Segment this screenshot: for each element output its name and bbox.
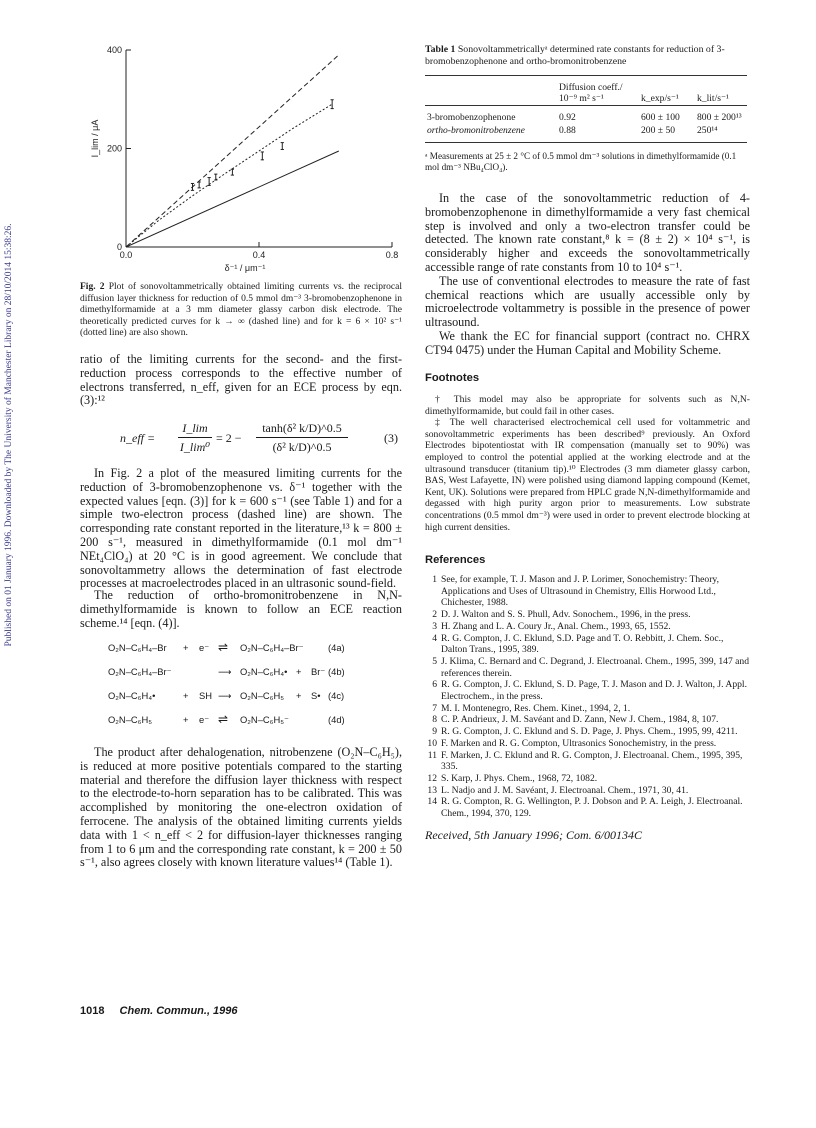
- reference-item: [425, 738, 750, 750]
- footnote: † This model may also be appropriate for solvents such as N,N-dimethylformamide, but could fail in other cases.: [425, 394, 750, 417]
- equilibrium-arrow: ⇌: [218, 712, 229, 726]
- table-footnote: ᵃ Measurements at 25 ± 2 °C of 0.5 mmol dm⁻³ solutions in dimethylformamide (0.1 mol dm⁻³ NBu₄ClO₄).: [425, 151, 737, 173]
- reference-number: 14: [427, 796, 437, 808]
- product: O₂N–C₆H₅: [240, 690, 285, 701]
- figure-2-caption: [80, 282, 402, 340]
- table-title-text: Sonovoltammetricallyᵃ determined rate constants for reduction of 3-bromobenzophenone and ortho-bromonitrobenzene: [425, 44, 725, 67]
- paragraph: The product after dehalogenation, nitrobenzene (O₂N–C₆H₅), is reduced at more positive potentials compared to the starting material and therefore the diffusion layer thickness with respect to the electrode-to-horn separation has to be calibrated. This was accomplished by monitoring the one-electron oxidation of ferrocene. The analysis of the obtained limiting currents yields data with 1 < n_eff < 2 for diffusion-layer thicknesses ranging from 1 to 6 μm and the corresponding rate constant, k = 200 ± 50 s⁻¹, also agrees closely with known literature values¹⁴ (Table 1).: [80, 745, 402, 870]
- table-grid: [425, 75, 747, 143]
- table-row: [425, 106, 747, 125]
- x-axis-label: δ⁻¹ / μm⁻¹: [224, 263, 266, 273]
- reference-text: F. Marken and R. G. Compton, Ultrasonics Sonochemistry, in the press.: [441, 737, 717, 749]
- plus: +: [296, 690, 302, 701]
- figure-2-plot: [88, 42, 408, 278]
- y-tick-label: 200: [106, 143, 122, 154]
- eq-number: (3): [384, 431, 398, 445]
- eq-frac2-den: (δ² k/D)^0.5: [272, 440, 332, 454]
- table-cell: 600 ± 100: [641, 112, 680, 124]
- series-line-dashed: [126, 55, 339, 247]
- reagent: SH: [199, 690, 213, 701]
- table-cell: ortho-bromonitrobenzene: [427, 125, 525, 137]
- eq-mid: = 2 −: [216, 431, 242, 445]
- eq-label: (4a): [328, 642, 345, 653]
- x-tick-label: 0.8: [385, 250, 399, 260]
- paragraph: In Fig. 2 a plot of the measured limiting currents for the reduction of 3-bromobenzophenone vs. δ⁻¹ together with the expected values [eqn. (3)] for k = 600 s⁻¹ (see Table 1) and for a simple two-electron process (dashed line) are shown. The corresponding rate constant reported in the literature,¹³ k = 800 ± 200 s⁻¹, measured in dimethylformamide (0.1 mol dm⁻¹ NEt₄ClO₄) at 20 °C is in good agreement. We conclude that sonovoltammetry allows the determination of fast electrode processes at macroelectrodes placed in an ultrasonic sound-field.: [80, 466, 402, 591]
- eq-label: (4b): [328, 666, 345, 677]
- reference-text: S. Karp, J. Phys. Chem., 1968, 72, 1082.: [441, 772, 598, 784]
- download-watermark: [2, 200, 16, 670]
- table-header: [425, 76, 557, 106]
- paragraph: In the case of the sonovoltammetric reduction of 4-bromobenzophenone in dimethylformamide a very fast chemical step is involved and only a two-electron transfer could be detected. The known rate constant,⁸ k = (8 ± 2) × 10⁴ s⁻¹, is considerably higher and exceeds the sonovoltammetrically accessible range of rate constants from 10 to 10⁴ s⁻¹.: [425, 191, 750, 274]
- table-header: k_lit/s⁻¹: [697, 93, 729, 105]
- figure-caption-label: Fig. 2: [80, 282, 105, 292]
- reaction-arrow: ⟶: [218, 666, 232, 677]
- reference-text: L. Nadjo and J. M. Savéant, J. Electroanal. Chem., 1971, 30, 41.: [441, 784, 689, 796]
- reference-item: [425, 574, 750, 609]
- reactant: O₂N–C₆H₄–Br⁻: [108, 666, 172, 677]
- reference-text: R. G. Compton, J. C. Eklund, S.D. Page and T. O. Rebbitt, J. Chem. Soc., Dalton Trans., 1995, 389.: [441, 632, 724, 656]
- table-cell: 0.92: [559, 112, 576, 124]
- table-cell: 800 ± 200¹³: [697, 112, 742, 124]
- footnote: ‡ The well characterised electrochemical cell used for voltammetric and sonovoltammetric experiments has been described⁹ previously. An Oxford Electrodes bipotentiostat with IR compensation (manually set to 90%) was employed to control the potential applied at the working electrode and at the ultrasound transducer (titanium tip).¹⁰ Electrodes (3 mm diameter glassy carbon, BAS, West Lafayette, IN) were polished using diamond lapping compound (Kemet, Kent, UK). Solutions were prepared from HPLC grade N,N-dimethylformamide and degassed with high purity argon prior to measurements. Low substrate concentrations (0.5 mmol dm⁻³) were used in order to prevent electrode blocking at high current densities.: [425, 417, 750, 533]
- reference-number: 7: [432, 702, 437, 714]
- reference-item: [425, 785, 750, 797]
- reference-text: D. J. Walton and S. S. Phull, Adv. Sonochem., 1996, in the press.: [441, 609, 691, 621]
- plus: +: [296, 666, 302, 677]
- reference-number: 1: [432, 574, 437, 585]
- table-row: [425, 124, 747, 143]
- reference-item: [425, 796, 750, 819]
- table-1: [425, 44, 750, 174]
- reference-number: 5: [432, 655, 437, 667]
- reference-item: [425, 750, 750, 773]
- x-tick-label: 0.4: [252, 250, 266, 260]
- reference-number: 3: [432, 620, 437, 632]
- product: O₂N–C₆H₄–Br⁻: [240, 642, 304, 653]
- reactant: O₂N–C₆H₅: [108, 714, 153, 725]
- left-para-1: [80, 353, 402, 408]
- reference-item: [425, 633, 750, 656]
- eq-frac2-num: tanh(δ² k/D)^0.5: [262, 421, 342, 435]
- reactant: O₂N–C₆H₄–Br: [108, 642, 167, 653]
- page-footer: [80, 1005, 238, 1017]
- paragraph: The use of conventional electrodes to measure the rate of fast chemical reactions which are usually accessible only by microelectrode voltammetry is possible in the presence of power ultrasound.: [425, 273, 750, 330]
- reference-text: See, for example, T. J. Mason and J. P. Lorimer, Sonochemistry: Theory, Applications and Uses of Ultrasound in Chemistry, Ellis Horwood Ltd., Chichester, 1988.: [441, 574, 719, 609]
- y-axis-label: I_lim / μA: [90, 119, 100, 158]
- table-cell: 200 ± 50: [641, 125, 676, 137]
- journal-name: Chem. Commun., 1996: [119, 1005, 238, 1017]
- byproduct: S•: [311, 690, 321, 701]
- eq-label: (4d): [328, 714, 345, 725]
- reference-item: [425, 609, 750, 621]
- scheme-row-4c: [108, 690, 378, 704]
- scheme-row-4a: [108, 642, 378, 656]
- reference-text: R. G. Compton, J. C. Eklund and S. D. Page, J. Phys. Chem., 1995, 99, 4211.: [441, 726, 738, 738]
- reference-text: J. Klima, C. Bernard and C. Degrand, J. Electroanal. Chem., 1995, 399, 147 and references therein.: [441, 655, 750, 679]
- product: O₂N–C₆H₄•: [240, 666, 288, 677]
- equilibrium-arrow: ⇌: [218, 640, 229, 654]
- reference-text: C. P. Andrieux, J. M. Savéant and D. Zann, New J. Chem., 1984, 8, 107.: [441, 714, 719, 726]
- x-tick-label: 0.0: [119, 250, 133, 260]
- reference-number: 10: [427, 737, 437, 749]
- reagent: e⁻: [199, 642, 210, 653]
- page-number: 1018: [80, 1005, 105, 1017]
- reference-text: R. G. Compton, J. C. Eklund, S. D. Page, T. J. Mason and D. J. Walton, J. Appl. Electrochem., in the press.: [441, 679, 747, 703]
- reference-list: [425, 574, 750, 820]
- series-line-dotted: [126, 104, 332, 247]
- footnotes-body: [425, 394, 750, 533]
- plus: +: [183, 714, 189, 725]
- reference-item: [425, 703, 750, 715]
- table-header: Diffusion coeff./ 10⁻⁹ m² s⁻¹: [559, 82, 623, 105]
- reference-number: 12: [427, 772, 437, 784]
- reference-text: R. G. Compton, R. G. Wellington, P. J. Dobson and P. A. Leigh, J. Electroanal. Chem., 1994, 370, 129.: [441, 796, 743, 820]
- left-para-3: [80, 589, 402, 630]
- product: O₂N–C₆H₅⁻: [240, 714, 289, 725]
- scheme-row-4b: [108, 666, 378, 680]
- eq-frac1-num: I_lim: [182, 421, 208, 435]
- eq-label: (4c): [328, 690, 345, 701]
- reaction-arrow: ⟶: [218, 690, 232, 701]
- byproduct: Br⁻: [311, 666, 326, 677]
- reference-item: [425, 656, 750, 679]
- left-para-2: [80, 467, 402, 591]
- reagent: e⁻: [199, 714, 210, 725]
- y-tick-label: 0: [116, 242, 122, 252]
- table-title: [425, 44, 750, 67]
- footnotes-heading: Footnotes: [425, 372, 480, 384]
- reference-item: [425, 726, 750, 738]
- series-line-solid: [126, 151, 339, 247]
- reference-item: [425, 679, 750, 702]
- reference-text: F. Marken, J. C. Eklund and R. G. Compton, J. Electroanal. Chem., 1995, 395, 335.: [441, 749, 743, 773]
- reference-number: 11: [427, 749, 437, 761]
- paragraph: ratio of the limiting currents for the second- and the first-reduction process corresponds to the effective number of electrons transferred, n_eff, given for an ECE process by eqn. (3):¹²: [80, 352, 402, 408]
- eq-frac1-bar: [178, 437, 212, 438]
- reference-item: [425, 714, 750, 726]
- reference-item: [425, 621, 750, 633]
- plus: +: [183, 642, 189, 653]
- table-cell: 3-bromobenzophenone: [427, 112, 516, 124]
- table-cell: 250¹⁴: [697, 125, 718, 137]
- reactant: O₂N–C₆H₄•: [108, 690, 156, 701]
- reference-text: H. Zhang and L. A. Coury Jr., Anal. Chem., 1993, 65, 1552.: [441, 620, 671, 632]
- reference-number: 9: [432, 726, 437, 738]
- references-heading: References: [425, 554, 486, 566]
- reference-number: 6: [432, 679, 437, 691]
- table-header: k_exp/s⁻¹: [641, 93, 679, 105]
- table-header-row: [425, 76, 747, 106]
- references-section: [425, 554, 750, 843]
- table-cell: 0.88: [559, 125, 576, 137]
- table-label: Table 1: [425, 44, 456, 55]
- reference-text: M. I. Montenegro, Res. Chem. Kinet., 1994, 2, 1.: [441, 702, 631, 714]
- eq-frac1-den: I_lim⁰: [179, 440, 211, 454]
- scheme-row-4d: [108, 714, 378, 728]
- reference-number: 8: [432, 714, 437, 726]
- paragraph: We thank the EC for financial support (contract no. CHRX CT94 0475) under the Human Capital and Mobility Scheme.: [425, 328, 750, 357]
- eq-frac2-bar: [256, 437, 348, 438]
- reference-item: [425, 773, 750, 785]
- reference-number: 13: [427, 784, 437, 796]
- right-paragraphs: [425, 192, 750, 358]
- y-tick-label: 400: [106, 45, 122, 55]
- figure-caption-text: Plot of sonovoltammetrically obtained limiting currents vs. the reciprocal diffusion layer thickness for reduction of 0.5 mmol dm⁻³ 3-bromobenzophenone in dimethylformamide at a 3 mm diameter glassy carbon disk electrode. The theoretically predicted curves for k → ∞ (dashed line) and for k = 6 × 10² s⁻¹ (dotted line) are also shown.: [80, 282, 402, 339]
- footnotes-section: [425, 372, 750, 533]
- left-para-4: [80, 746, 402, 870]
- reference-number: 2: [432, 609, 437, 621]
- received-line: Received, 5th January 1996; Com. 6/00134C: [425, 827, 642, 842]
- paragraph: The reduction of ortho-bromonitrobenzene in N,N-dimethylformamide is known to follow an ECE reaction scheme.¹⁴ [eqn. (4)].: [80, 588, 402, 630]
- plus: +: [183, 690, 189, 701]
- reference-number: 4: [432, 632, 437, 644]
- watermark-text: Published on 01 January 1996. Downloaded by The University of Manchester Library on 28/10/2014 15:38:26.: [4, 223, 14, 647]
- eq-lhs: n_eff =: [120, 431, 156, 445]
